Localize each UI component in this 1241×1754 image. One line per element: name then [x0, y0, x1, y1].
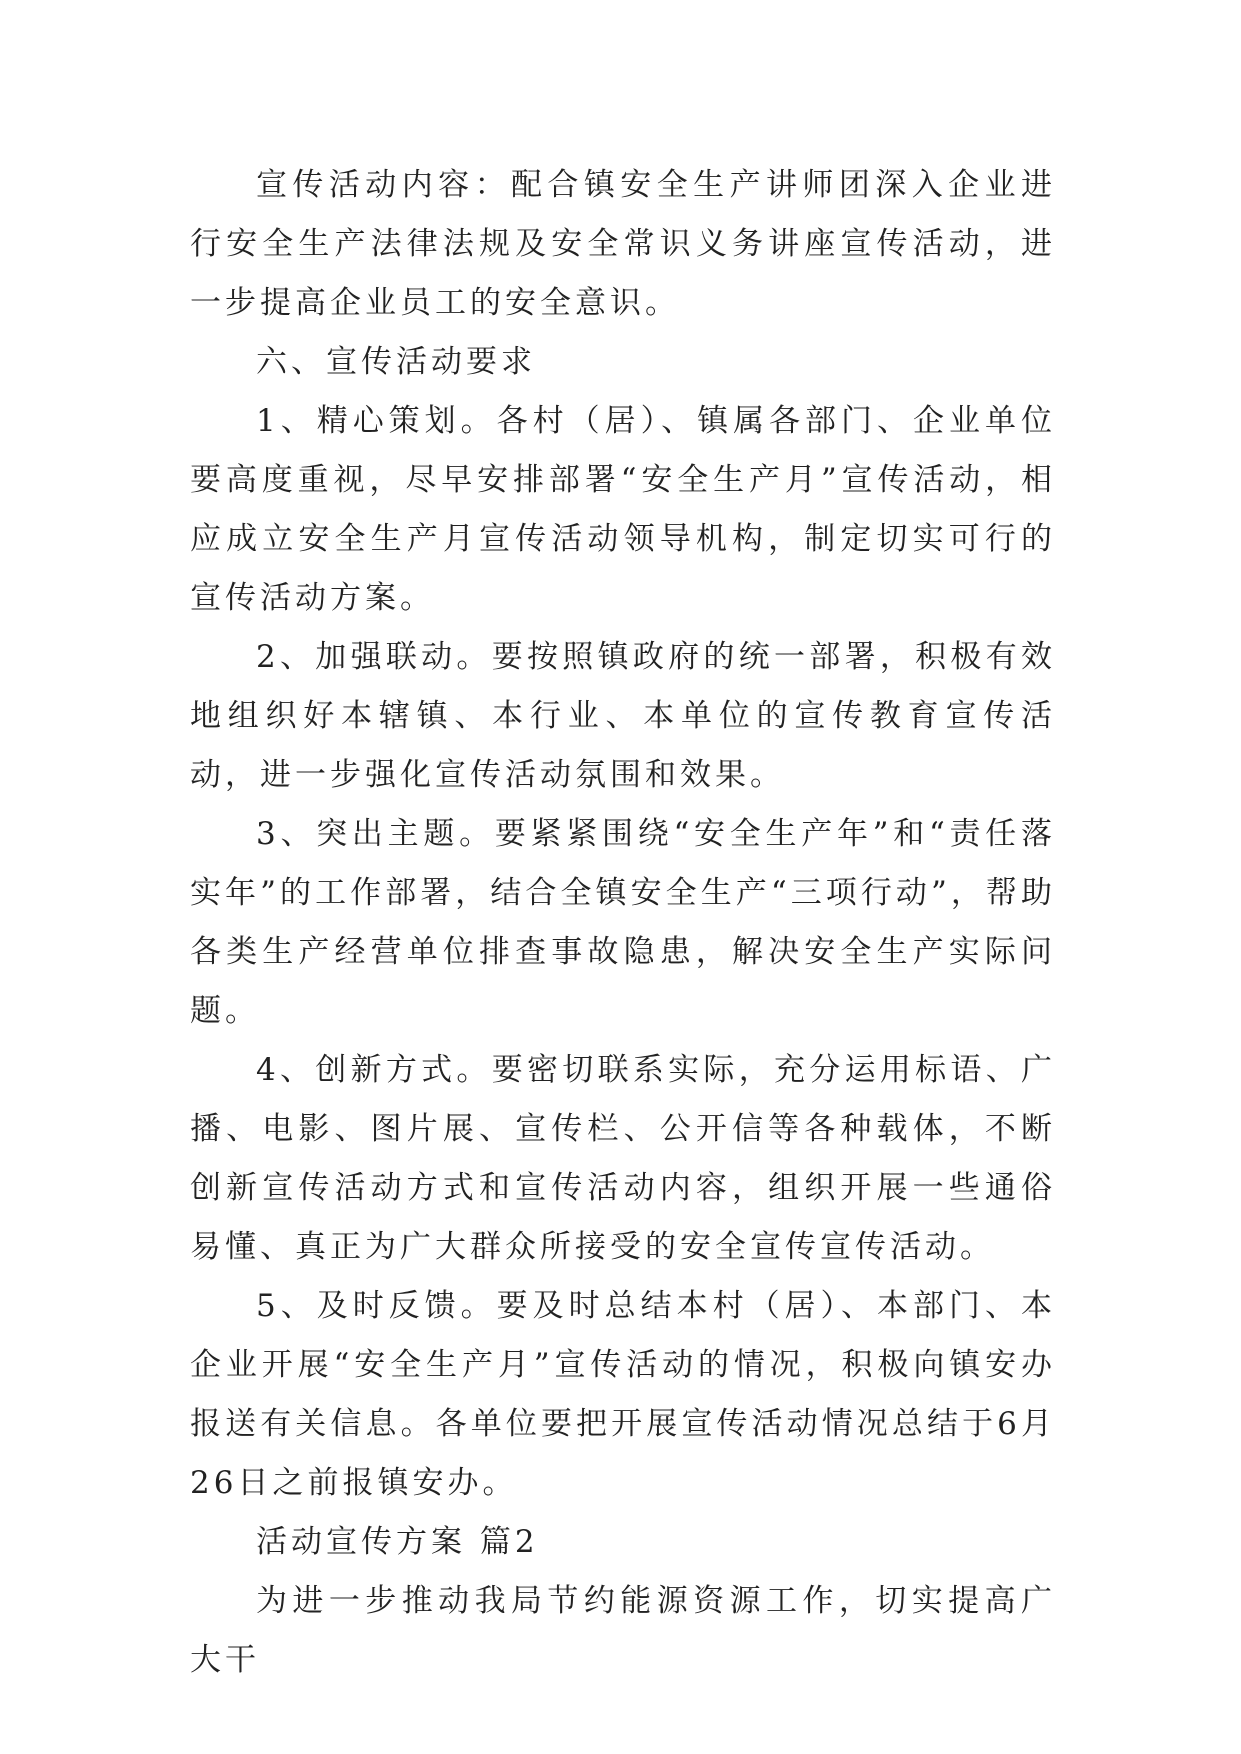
paragraph-requirement-5: 5、及时反馈。要及时总结本村（居）、本部门、本企业开展“安全生产月”宣传活动的情况，积极向镇安办报送有关信息。各单位要把开展宣传活动情况总结于6月26日之前报镇安办。: [190, 1288, 1056, 1501]
paragraph-requirement-1: 1、精心策划。各村（居）、镇属各部门、企业单位要高度重视，尽早安排部署“安全生产月”宣传活动，相应成立安全生产月宣传活动领导机构，制定切实可行的宣传活动方案。: [190, 403, 1056, 616]
paragraph-requirement-3: 3、突出主题。要紧紧围绕“安全生产年”和“责任落实年”的工作部署，结合全镇安全生产“三项行动”，帮助各类生产经营单位排查事故隐患，解决安全生产实际问题。: [190, 816, 1056, 1029]
paragraph-activity-content: 宣传活动内容：配合镇安全生产讲师团深入企业进行安全生产法律法规及安全常识义务讲座宣传活动，进一步提高企业员工的安全意识。: [190, 167, 1056, 321]
section-heading-plan-2: 活动宣传方案 篇2: [256, 1524, 539, 1560]
document-body: [190, 156, 1056, 1690]
paragraph-requirement-2: 2、加强联动。要按照镇政府的统一部署，积极有效地组织好本辖镇、本行业、本单位的宣传教育宣传活动，进一步强化宣传活动氛围和效果。: [190, 639, 1056, 793]
section-heading-requirements: 六、宣传活动要求: [256, 344, 536, 380]
paragraph-requirement-4: 4、创新方式。要密切联系实际，充分运用标语、广播、电影、图片展、宣传栏、公开信等各种载体，不断创新宣传活动方式和宣传活动内容，组织开展一些通俗易懂、真正为广大群众所接受的安全宣传宣传活动。: [190, 1052, 1056, 1265]
paragraph-plan-2-intro: 为进一步推动我局节约能源资源工作，切实提高广大干: [190, 1583, 1056, 1678]
